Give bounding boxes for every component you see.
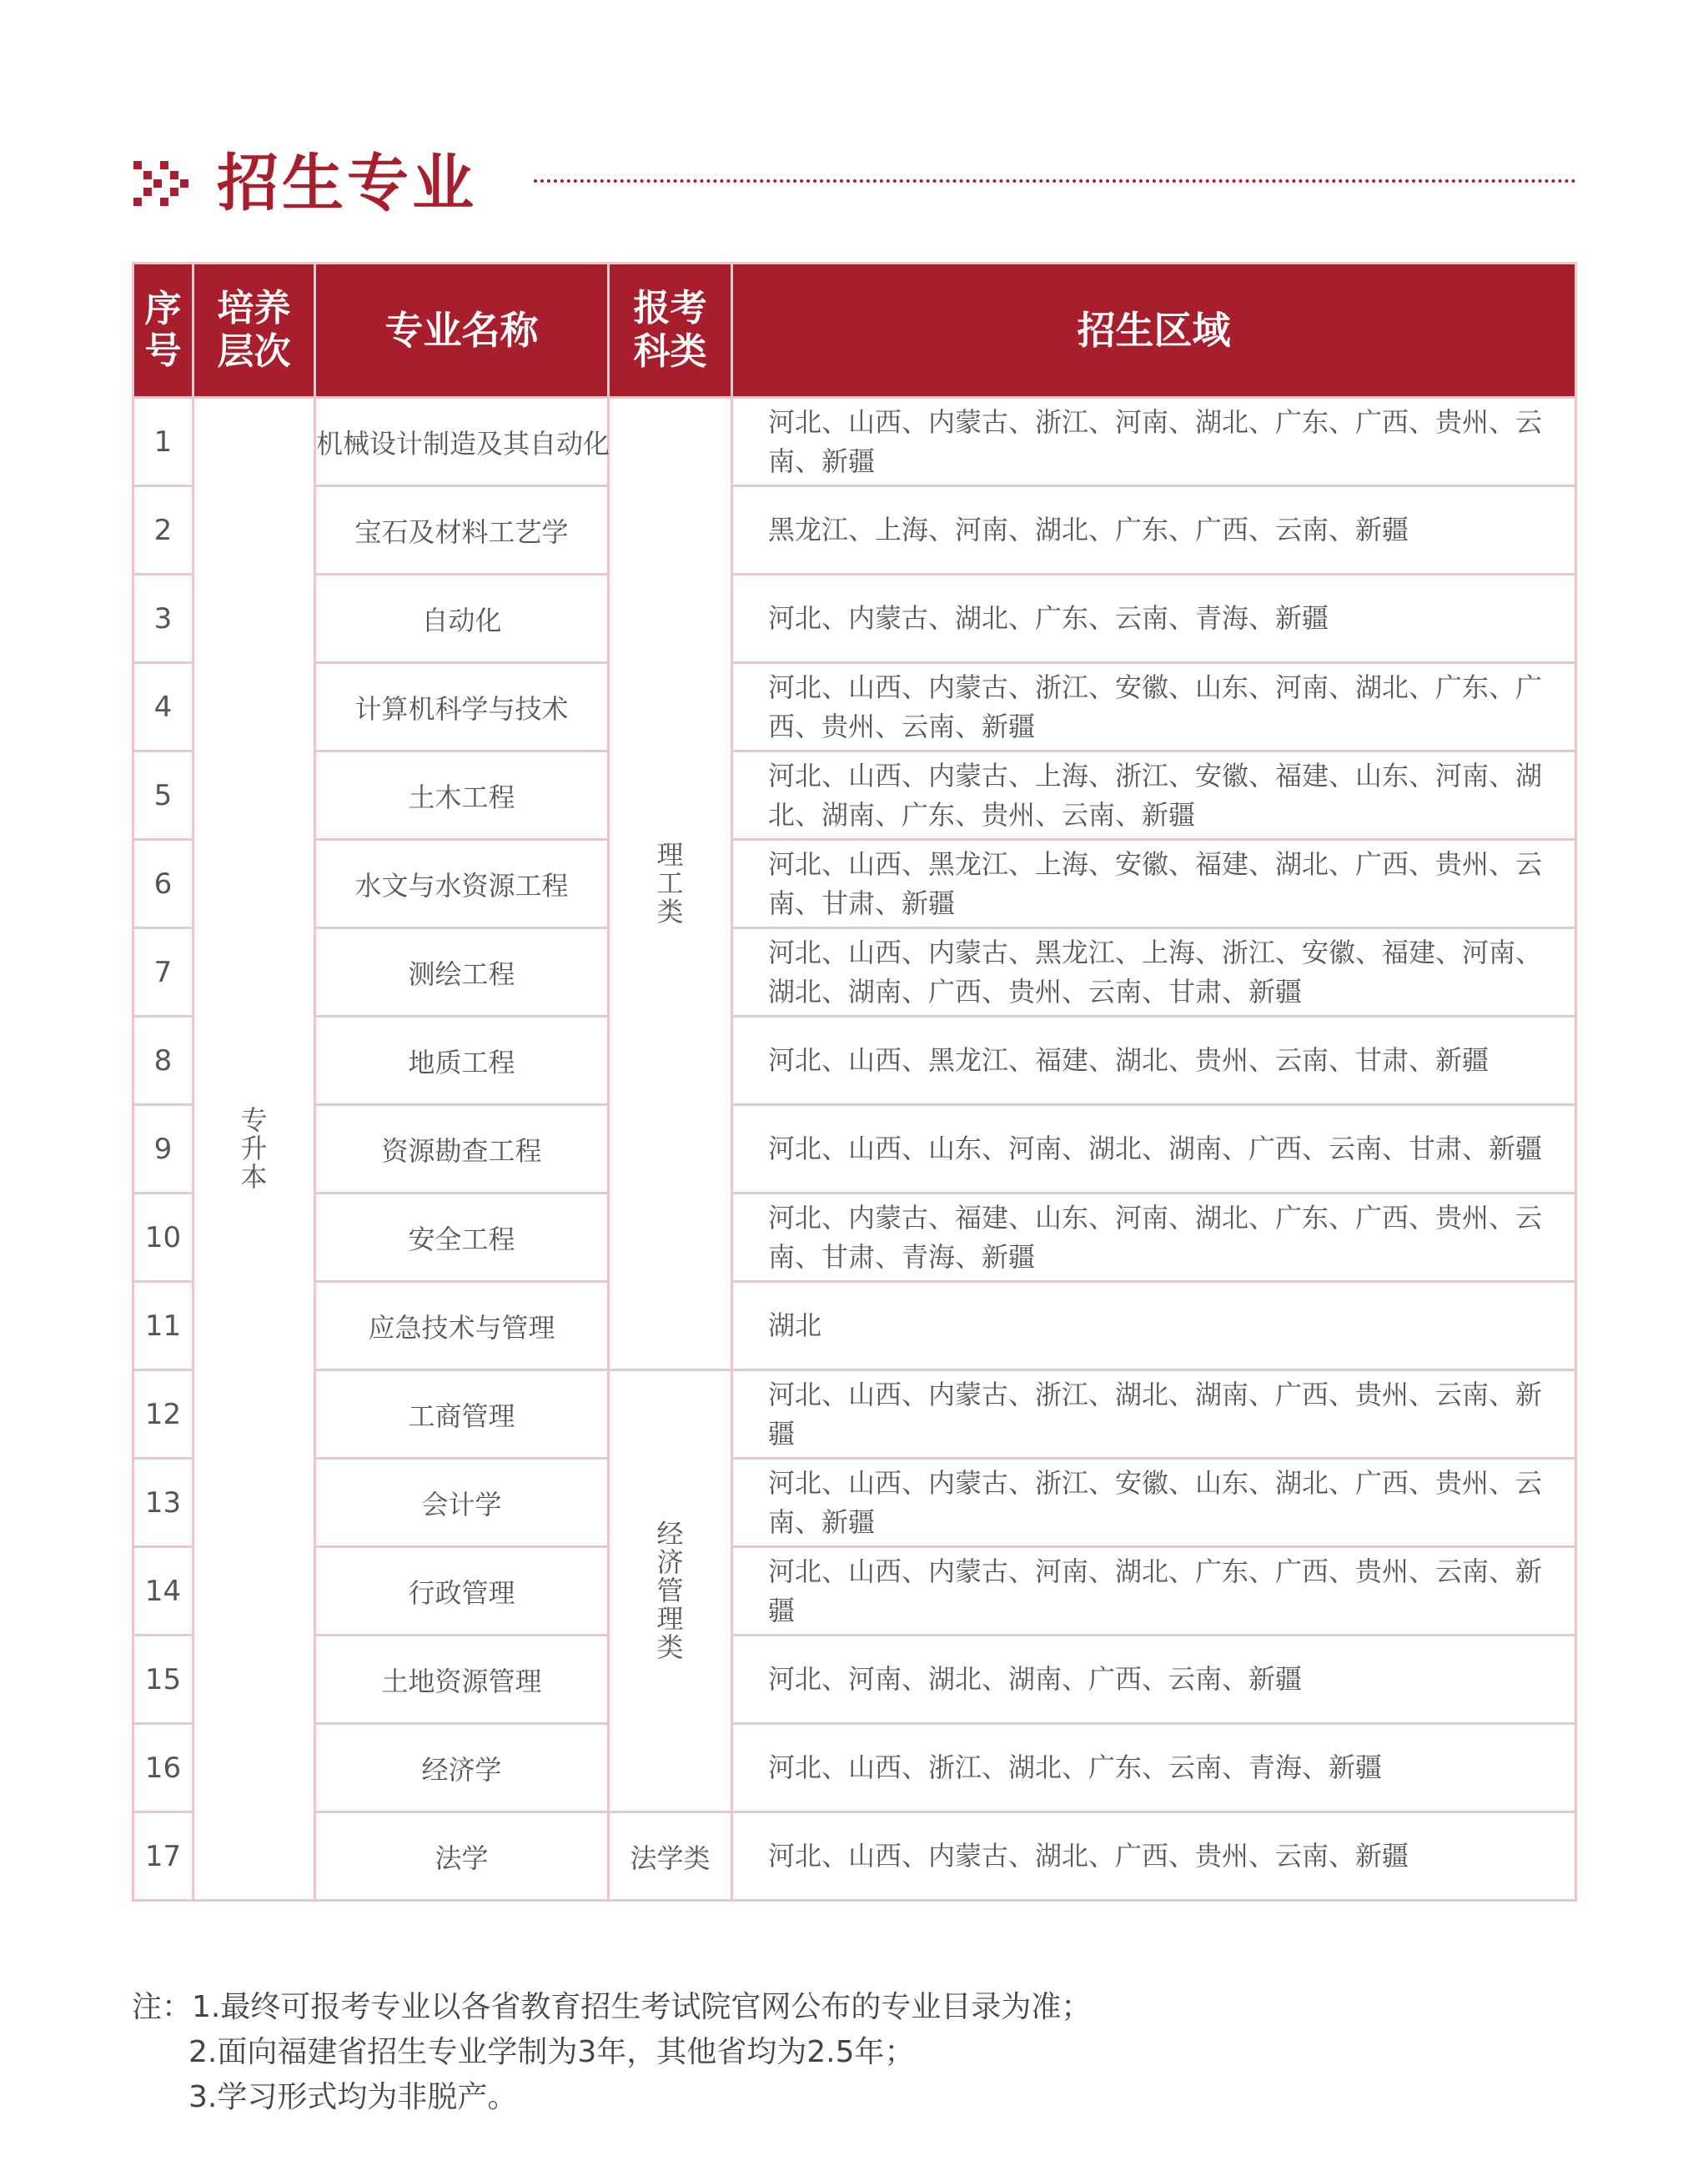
row-number: 13 bbox=[133, 1459, 193, 1547]
region-list: 河北、河南、湖北、湖南、广西、云南、新疆 bbox=[732, 1636, 1576, 1724]
table-row bbox=[133, 663, 1576, 751]
note-line-1 bbox=[132, 1985, 1091, 2030]
row-number: 16 bbox=[133, 1724, 193, 1812]
major-name: 工商管理 bbox=[315, 1370, 609, 1459]
region-list: 黑龙江、上海、河南、湖北、广东、广西、云南、新疆 bbox=[732, 486, 1576, 575]
note-item: 3.学习形式均为非脱产。 bbox=[188, 2080, 518, 2114]
region-list: 河北、山西、内蒙古、浙江、湖北、湖南、广西、贵州、云南、新疆 bbox=[732, 1370, 1576, 1459]
level-cell: 专升本 bbox=[193, 398, 315, 1901]
row-number: 17 bbox=[133, 1812, 193, 1901]
row-number: 3 bbox=[133, 575, 193, 663]
major-name: 应急技术与管理 bbox=[315, 1282, 609, 1370]
table-row bbox=[133, 928, 1576, 1017]
note-line-3 bbox=[132, 2075, 1091, 2120]
major-name: 会计学 bbox=[315, 1459, 609, 1547]
table-row bbox=[133, 1547, 1576, 1636]
subject-cell-law: 法学类 bbox=[609, 1812, 732, 1901]
major-name: 资源勘查工程 bbox=[315, 1105, 609, 1194]
header-level: 培养层次 bbox=[193, 264, 315, 398]
row-number: 8 bbox=[133, 1017, 193, 1105]
table-row bbox=[133, 398, 1576, 486]
header-subject: 报考科类 bbox=[609, 264, 732, 398]
major-name: 法学 bbox=[315, 1812, 609, 1901]
row-number: 9 bbox=[133, 1105, 193, 1194]
note-item: 1.最终可报考专业以各省教育招生考试院官网公布的专业目录为准； bbox=[192, 1990, 1092, 2024]
section-header bbox=[133, 138, 1576, 229]
region-list: 湖北 bbox=[732, 1282, 1576, 1370]
row-number: 2 bbox=[133, 486, 193, 575]
section-title: 招生专业 bbox=[217, 148, 477, 219]
row-number: 6 bbox=[133, 840, 193, 928]
region-list: 河北、山西、内蒙古、黑龙江、上海、浙江、安徽、福建、河南、湖北、湖南、广西、贵州、云南、甘肃、新疆 bbox=[732, 928, 1576, 1017]
dotted-divider bbox=[534, 179, 1576, 183]
major-name: 行政管理 bbox=[315, 1547, 609, 1636]
table-row bbox=[133, 840, 1576, 928]
row-number: 10 bbox=[133, 1194, 193, 1282]
note-item: 2.面向福建省招生专业学制为3年，其他省均为2.5年； bbox=[188, 2035, 915, 2069]
table-row bbox=[133, 1017, 1576, 1105]
header-region: 招生区域 bbox=[732, 264, 1576, 398]
table-row bbox=[133, 1812, 1576, 1901]
region-list: 河北、山西、内蒙古、浙江、安徽、山东、河南、湖北、广东、广西、贵州、云南、新疆 bbox=[732, 663, 1576, 751]
major-name: 机械设计制造及其自动化 bbox=[315, 398, 609, 486]
row-number: 15 bbox=[133, 1636, 193, 1724]
table-row bbox=[133, 1194, 1576, 1282]
table-header-row bbox=[133, 264, 1576, 398]
major-name: 宝石及材料工艺学 bbox=[315, 486, 609, 575]
subject-cell-science: 理工类 bbox=[609, 398, 732, 1370]
region-list: 河北、内蒙古、湖北、广东、云南、青海、新疆 bbox=[732, 575, 1576, 663]
major-name: 计算机科学与技术 bbox=[315, 663, 609, 751]
row-number: 1 bbox=[133, 398, 193, 486]
row-number: 12 bbox=[133, 1370, 193, 1459]
row-number: 14 bbox=[133, 1547, 193, 1636]
table-row bbox=[133, 486, 1576, 575]
major-name: 自动化 bbox=[315, 575, 609, 663]
table-row bbox=[133, 751, 1576, 840]
table-row bbox=[133, 1370, 1576, 1459]
region-list: 河北、山西、山东、河南、湖北、湖南、广西、云南、甘肃、新疆 bbox=[732, 1105, 1576, 1194]
note-line-2 bbox=[132, 2030, 1091, 2075]
row-number: 11 bbox=[133, 1282, 193, 1370]
region-list: 河北、内蒙古、福建、山东、河南、湖北、广东、广西、贵州、云南、甘肃、青海、新疆 bbox=[732, 1194, 1576, 1282]
major-name: 地质工程 bbox=[315, 1017, 609, 1105]
table-row bbox=[133, 575, 1576, 663]
majors-table bbox=[132, 262, 1577, 1902]
major-name: 土地资源管理 bbox=[315, 1636, 609, 1724]
notes-block bbox=[132, 1985, 1091, 2120]
region-list: 河北、山西、内蒙古、浙江、安徽、山东、湖北、广西、贵州、云南、新疆 bbox=[732, 1459, 1576, 1547]
region-list: 河北、山西、浙江、湖北、广东、云南、青海、新疆 bbox=[732, 1724, 1576, 1812]
subject-cell-economics: 经济管理类 bbox=[609, 1370, 732, 1812]
region-list: 河北、山西、内蒙古、浙江、河南、湖北、广东、广西、贵州、云南、新疆 bbox=[732, 398, 1576, 486]
header-major: 专业名称 bbox=[315, 264, 609, 398]
table-row bbox=[133, 1105, 1576, 1194]
row-number: 7 bbox=[133, 928, 193, 1017]
major-name: 测绘工程 bbox=[315, 928, 609, 1017]
table-row bbox=[133, 1459, 1576, 1547]
row-number: 4 bbox=[133, 663, 193, 751]
table-row bbox=[133, 1724, 1576, 1812]
header-seq: 序号 bbox=[133, 264, 193, 398]
region-list: 河北、山西、黑龙江、福建、湖北、贵州、云南、甘肃、新疆 bbox=[732, 1017, 1576, 1105]
region-list: 河北、山西、内蒙古、河南、湖北、广东、广西、贵州、云南、新疆 bbox=[732, 1547, 1576, 1636]
table-row bbox=[133, 1282, 1576, 1370]
major-name: 土木工程 bbox=[315, 751, 609, 840]
row-number: 5 bbox=[133, 751, 193, 840]
table-row bbox=[133, 1636, 1576, 1724]
major-name: 水文与水资源工程 bbox=[315, 840, 609, 928]
major-name: 经济学 bbox=[315, 1724, 609, 1812]
region-list: 河北、山西、内蒙古、上海、浙江、安徽、福建、山东、河南、湖北、湖南、广东、贵州、云南、新疆 bbox=[732, 751, 1576, 840]
major-name: 安全工程 bbox=[315, 1194, 609, 1282]
region-list: 河北、山西、内蒙古、湖北、广西、贵州、云南、新疆 bbox=[732, 1812, 1576, 1901]
notes-prefix: 注： bbox=[132, 1990, 193, 2024]
region-list: 河北、山西、黑龙江、上海、安徽、福建、湖北、广西、贵州、云南、甘肃、新疆 bbox=[732, 840, 1576, 928]
double-chevron-icon bbox=[133, 156, 192, 211]
